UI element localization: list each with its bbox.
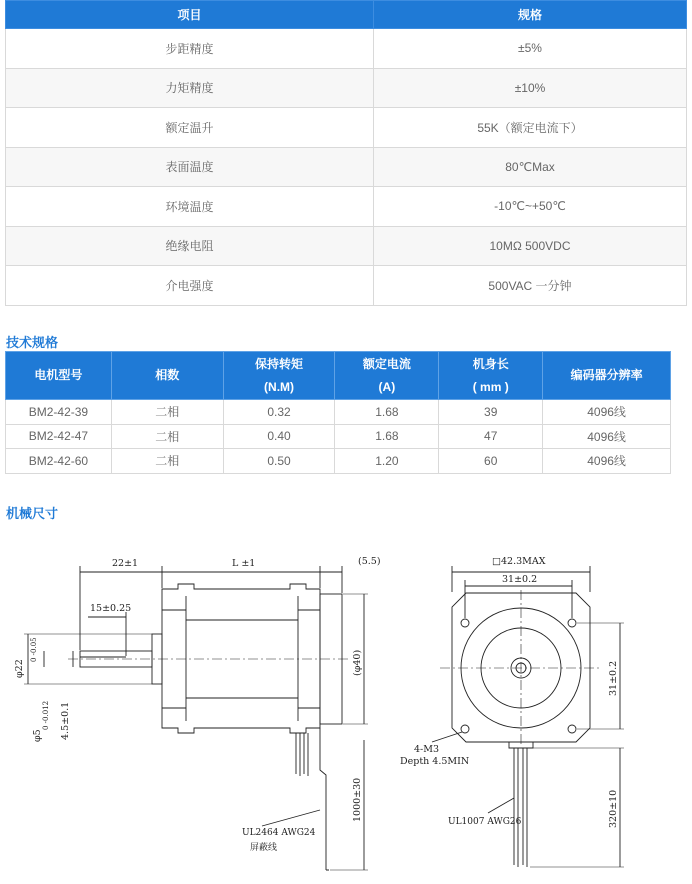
- spec-value-cell: 10MΩ 500VDC: [374, 226, 687, 266]
- tech-cell: 0.32: [223, 400, 335, 425]
- side-cable: [320, 728, 329, 870]
- tech-header-line1: 相数: [155, 368, 180, 382]
- spec-row: [6, 68, 687, 108]
- tech-header-line2: ( mm ): [472, 379, 509, 394]
- tech-cell: 60: [439, 449, 543, 474]
- tech-cell: BM2-42-60: [6, 449, 112, 474]
- tech-cell: 1.68: [335, 400, 439, 425]
- spec-item-cell: 力矩精度: [6, 68, 374, 108]
- tech-header-line1: 电机型号: [34, 368, 83, 382]
- front-view-labels: [400, 556, 619, 828]
- tech-cell: 1.20: [335, 449, 439, 474]
- tech-row: [6, 424, 671, 449]
- tech-header-cell: [6, 352, 112, 400]
- tech-cell: BM2-42-47: [6, 424, 112, 449]
- tech-header-cell: [111, 352, 223, 400]
- cable-label-2: 屏蔽线: [250, 843, 278, 853]
- mech-section-title: 机械尺寸: [6, 506, 59, 521]
- tech-header-line1: 保持转矩: [255, 356, 304, 371]
- front-hole: [461, 725, 469, 733]
- tech-cell: 4096线: [543, 400, 671, 425]
- front-hole: [461, 619, 469, 627]
- spec-row: [6, 187, 687, 227]
- spec-value-cell: 500VAC 一分钟: [374, 266, 687, 306]
- tech-header-cell: [543, 352, 671, 400]
- tech-header-line1: 额定电流: [362, 356, 411, 371]
- tech-table: [5, 351, 671, 474]
- tech-cell: 39: [439, 400, 543, 425]
- spec-item-cell: 环境温度: [6, 187, 374, 227]
- tech-row: [6, 449, 671, 474]
- screw-label: 4-M3: [414, 744, 440, 755]
- tech-cell: 二相: [111, 449, 223, 474]
- tech-header-line2: (A): [378, 379, 396, 394]
- dim-boss-dia: φ5: [32, 729, 43, 742]
- spec-row: [6, 266, 687, 306]
- spec-item-cell: 介电强度: [6, 266, 374, 306]
- dim-hole-h: 31±0.2: [502, 574, 538, 585]
- mechanical-drawing: [0, 530, 692, 884]
- spec-item-cell: 绝缘电阻: [6, 226, 374, 266]
- tech-header-row: [6, 352, 671, 400]
- tech-cell: 47: [439, 424, 543, 449]
- side-leads: [296, 733, 308, 776]
- side-view: [24, 566, 368, 870]
- dim-flat: 4.5±0.1: [60, 701, 71, 740]
- spec-row: [6, 108, 687, 148]
- leader-line: [262, 810, 320, 826]
- tech-section-title: 技术规格: [6, 335, 59, 350]
- tech-cell: 二相: [111, 400, 223, 425]
- spec-header-value: 规格: [374, 1, 687, 29]
- tech-header-line1: 机身长: [472, 356, 509, 371]
- tech-header-line2: (N.M): [264, 379, 295, 394]
- spec-row: [6, 147, 687, 187]
- dim-hole-v: 31±0.2: [608, 660, 619, 696]
- dim-shaft-length: 22±1: [112, 558, 139, 569]
- spec-value-cell: -10℃~+50℃: [374, 187, 687, 227]
- spec-value-cell: ±5%: [374, 29, 687, 69]
- tech-row: [6, 400, 671, 425]
- dim-rear: (5.5): [358, 556, 381, 567]
- tech-header-cell: [439, 352, 543, 400]
- screw-depth: Depth 4.5MIN: [400, 756, 470, 767]
- spec-value-cell: 80℃Max: [374, 147, 687, 187]
- dim-square: □42.3MAX: [492, 556, 546, 567]
- spec-header-row: [6, 1, 687, 29]
- tech-cell: 0.40: [223, 424, 335, 449]
- spec-item-cell: 额定温升: [6, 108, 374, 148]
- leader-line: [432, 732, 462, 742]
- front-hole: [568, 725, 576, 733]
- dim-lead-length-front: 320±10: [608, 789, 619, 828]
- spec-item-cell: 步距精度: [6, 29, 374, 69]
- dim-shaft-dia: φ22: [14, 659, 25, 678]
- tech-cell: BM2-42-39: [6, 400, 112, 425]
- spec-row: [6, 29, 687, 69]
- tech-cell: 4096线: [543, 424, 671, 449]
- tech-cell: 二相: [111, 424, 223, 449]
- cable-label: UL2464 AWG24: [242, 828, 316, 838]
- dim-boss-dia-tol: 0 -0.012: [42, 700, 50, 730]
- front-leads: [514, 748, 527, 867]
- tech-header-cell: [223, 352, 335, 400]
- tech-cell: 0.50: [223, 449, 335, 474]
- spec-row: [6, 226, 687, 266]
- dim-shaft-dia-tol: 0 -0.05: [30, 637, 38, 662]
- tech-header-cell: [335, 352, 439, 400]
- tech-cell: 4096线: [543, 449, 671, 474]
- spec-value-cell: ±10%: [374, 68, 687, 108]
- spec-header-item: 项目: [6, 1, 374, 29]
- dim-flat-length: 15±0.25: [90, 603, 132, 614]
- spec-table: [5, 0, 687, 306]
- dim-lead-length: 1000±30: [352, 777, 363, 822]
- front-hole: [568, 619, 576, 627]
- spec-value-cell: 55K（额定电流下）: [374, 108, 687, 148]
- cable-label-front: UL1007 AWG26: [448, 817, 522, 827]
- leader-line: [488, 798, 514, 813]
- dim-body-length: L ±1: [232, 558, 256, 569]
- tech-header-line1: 编码器分辨率: [570, 368, 643, 382]
- tech-cell: 1.68: [335, 424, 439, 449]
- dim-pilot: (φ40): [352, 649, 363, 676]
- spec-item-cell: 表面温度: [6, 147, 374, 187]
